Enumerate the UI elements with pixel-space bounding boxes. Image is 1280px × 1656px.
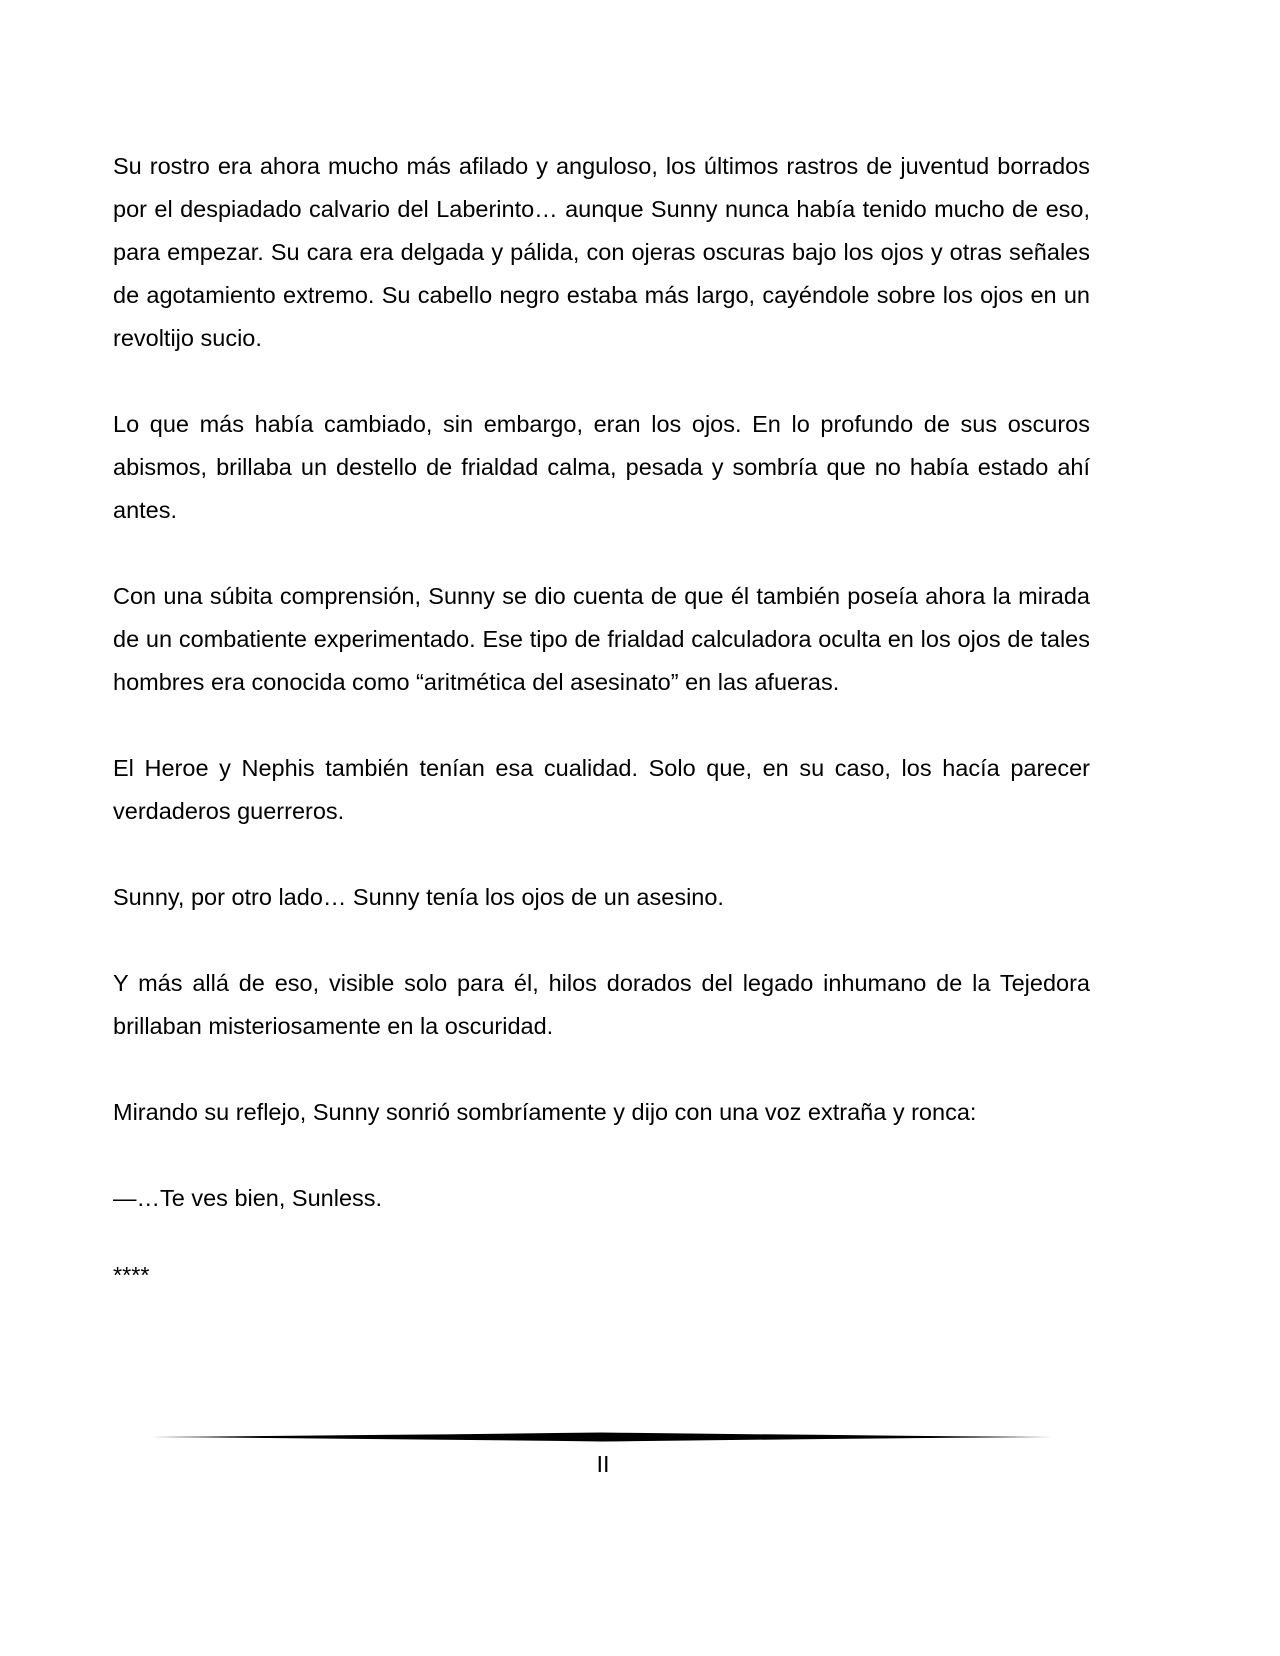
text-body [113,145,1090,1330]
scene-break: **** [113,1262,150,1288]
paragraph: Lo que más había cambiado, sin embargo, eran los ojos. En lo profundo de sus oscuros abismos, brillaba un destello de frialdad calma, pesada y sombría que no había estado ahí antes. [113,411,1090,523]
paragraph: Y más allá de eso, visible solo para él, hilos dorados del legado inhumano de la Tejedora brillaban misteriosamente en la oscuridad. [113,970,1090,1039]
paragraph: El Heroe y Nephis también tenían esa cualidad. Solo que, en su caso, los hacía parecer verdaderos guerreros. [113,755,1090,824]
paragraph: Mirando su reflejo, Sunny sonrió sombríamente y dijo con una voz extraña y ronca: [113,1099,977,1125]
paragraph: Con una súbita comprensión, Sunny se dio cuenta de que él también poseía ahora la mirada de un combatiente experimentado. Ese tipo de frialdad calculadora oculta en los ojos de tales hombres era conocida como “aritmética del asesinato” en las afueras. [113,583,1090,695]
page-number: II [596,1451,610,1477]
paragraph: Su rostro era ahora mucho más afilado y anguloso, los últimos rastros de juventud borrados por el despiadado calvario del Laberinto… aunque Sunny nunca había tenido mucho de eso, para empezar. Su cara era delgada y pálida, con ojeras oscuras bajo los ojos y otras señales de agotamiento extremo. Su cabello negro estaba más largo, cayéndole sobre los ojos en un revoltijo sucio. [113,153,1090,351]
footer-divider [152,1430,1052,1444]
paragraph: Sunny, por otro lado… Sunny tenía los ojos de un asesino. [113,884,724,910]
paragraph: —…Te ves bien, Sunless. [113,1185,383,1211]
